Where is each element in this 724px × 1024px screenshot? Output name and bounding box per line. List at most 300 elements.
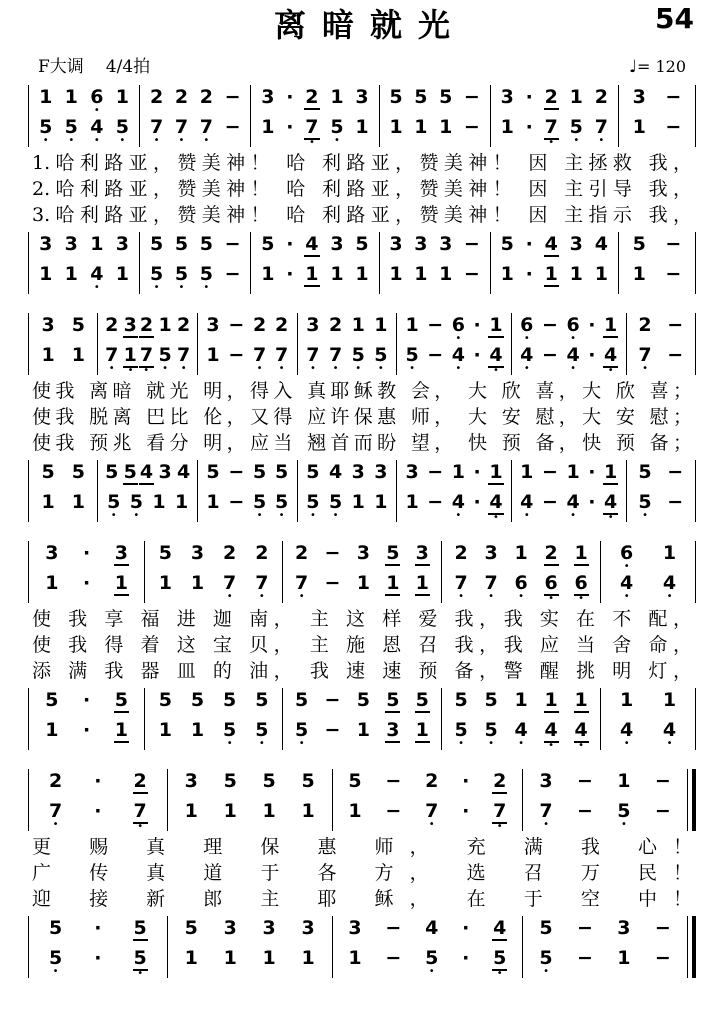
note-digit: 1 [544, 689, 558, 711]
notation-pair-lower [28, 688, 696, 750]
note-digit: 5 [149, 263, 164, 285]
note-digit: 3 [306, 314, 320, 336]
note-digit: 1 [45, 572, 59, 594]
tempo-marking [629, 57, 686, 77]
low-octave-dot: • [377, 363, 384, 374]
note-digits [373, 462, 388, 483]
note-digit: 3 [632, 86, 646, 108]
note [544, 690, 559, 720]
note-octave-dots [632, 108, 647, 115]
note-digits [48, 918, 63, 939]
note-digit: 3 [123, 314, 137, 336]
note-digit: − [228, 344, 245, 366]
note [388, 264, 403, 292]
note-octave-dots [184, 822, 199, 829]
note-digits [603, 315, 618, 338]
note-octave-dots [594, 255, 609, 262]
note-octave-dots [262, 939, 277, 946]
note-octave-dots [453, 591, 468, 602]
note-digits [133, 918, 148, 941]
note-digit: 5 [425, 947, 439, 969]
note [48, 948, 63, 976]
note-octave-dots [40, 366, 55, 373]
note [64, 264, 79, 292]
note-digits [415, 720, 430, 743]
note-octave-dots [199, 135, 214, 146]
note-octave-dots [538, 792, 553, 799]
note-digits [385, 690, 400, 713]
lyric-line: 添 满 我 器 皿 的 油， 我 速 速 预 备，警 醒 挑 明 灯， [32, 660, 692, 682]
voice-line-lower [33, 264, 135, 294]
note [666, 462, 684, 490]
note [260, 87, 275, 115]
note [519, 462, 534, 490]
note-digits [40, 345, 55, 366]
note [347, 918, 362, 946]
note [285, 87, 294, 115]
note-octave-dots [541, 336, 559, 343]
note [654, 801, 672, 829]
note-digits [44, 573, 59, 594]
note-octave-dots [461, 969, 470, 976]
note-digits [500, 234, 515, 255]
end-barline [695, 313, 696, 375]
note-digit: 5 [158, 344, 172, 366]
note [373, 492, 388, 520]
voice-line-upper [287, 690, 437, 720]
note [413, 264, 428, 292]
note-digit: 1 [405, 314, 419, 336]
note-octave-dots [224, 138, 242, 145]
note-digit: 5 [49, 947, 63, 969]
measure [618, 232, 695, 294]
note-digit: 1 [71, 344, 85, 366]
note-octave-dots [565, 333, 580, 344]
voice-line-upper [401, 315, 507, 345]
note-digits [174, 87, 189, 108]
note [82, 690, 91, 718]
note-digit: − [427, 344, 444, 366]
note-digit: 3 [569, 233, 583, 255]
voice-line-upper [172, 918, 328, 948]
note-digits [666, 345, 684, 366]
note-digits [199, 234, 214, 255]
note-octave-dots [664, 285, 682, 292]
note-digits [93, 771, 102, 792]
note-digits [587, 315, 596, 336]
note-octave-dots [254, 591, 269, 602]
note [205, 345, 220, 373]
note-digit: 2 [177, 314, 191, 336]
note-digit: 3 [617, 917, 631, 939]
low-octave-dot: • [570, 363, 577, 374]
note-octave-dots [329, 285, 344, 292]
lyric-line: 2.哈利路亚，赞美神！ 哈 利路亚，赞美神！ 因 主引导 我， [32, 178, 692, 200]
note [565, 492, 580, 520]
note-octave-dots [347, 939, 362, 946]
note [384, 771, 402, 799]
note-digit: 1 [301, 800, 315, 822]
note-digits [285, 264, 294, 285]
note-digits [115, 234, 130, 255]
note-octave-dots [274, 336, 289, 343]
note [541, 345, 559, 373]
note-octave-dots [574, 593, 589, 604]
note [415, 690, 430, 720]
note-octave-dots [40, 483, 55, 490]
low-octave-dot: • [570, 333, 577, 344]
note [262, 771, 277, 799]
note [89, 117, 104, 145]
note-digits [260, 87, 275, 108]
note-digits [385, 543, 400, 566]
note-digit: 2 [454, 542, 468, 564]
note-octave-dots [123, 365, 154, 376]
note-digits [184, 948, 199, 969]
note-digits [260, 117, 275, 138]
note [260, 234, 275, 262]
note-digit: 7 [49, 800, 63, 822]
note-digit: 1 [415, 719, 429, 741]
note-octave-dots [424, 819, 439, 830]
note-octave-dots [426, 336, 444, 343]
low-octave-dot: • [153, 135, 160, 146]
note [388, 117, 403, 145]
measure [28, 232, 139, 294]
note-digit: 1 [356, 719, 370, 741]
note-digits [252, 462, 267, 483]
note-digit: 5 [123, 461, 137, 483]
note [413, 234, 428, 262]
note [305, 492, 320, 520]
end-barline [695, 85, 696, 147]
note [328, 462, 343, 490]
note [424, 801, 439, 829]
note-octave-dots [190, 741, 205, 748]
note [662, 573, 677, 601]
note-octave-dots [157, 336, 172, 343]
note-digit: − [463, 86, 480, 108]
note-octave-dots [115, 285, 130, 292]
note-digit: 4 [566, 491, 580, 513]
note-octave-dots [199, 255, 214, 262]
note-digit: 1 [632, 116, 646, 138]
note [133, 948, 148, 978]
lyrics-block [32, 606, 692, 684]
note [538, 948, 553, 976]
note-digit: 1 [355, 263, 369, 285]
note [654, 771, 672, 799]
note-digit: 5 [174, 263, 189, 285]
note-octave-dots [461, 939, 470, 946]
note-digits [569, 87, 584, 108]
low-octave-dot: • [492, 365, 499, 376]
note-octave-dots [415, 743, 430, 750]
note-octave-dots [158, 594, 173, 601]
note [71, 315, 86, 343]
voice-line-lower [527, 948, 683, 978]
measure [511, 460, 626, 522]
note-octave-dots [38, 255, 53, 262]
low-octave-dot: • [666, 591, 673, 602]
note-digit: − [654, 800, 671, 822]
note [351, 492, 366, 520]
note-digits [664, 264, 682, 285]
meta-row [38, 52, 686, 77]
note-digits [463, 264, 481, 285]
note [93, 771, 102, 799]
note-digits [662, 543, 677, 564]
note [71, 345, 86, 373]
note [453, 573, 468, 601]
note-octave-dots [262, 792, 277, 799]
voice-line-upper [516, 315, 622, 345]
note-digits [347, 771, 362, 792]
note-octave-dots [151, 513, 166, 520]
note-octave-dots [424, 792, 439, 799]
note-digit: · [525, 263, 533, 285]
note [252, 462, 267, 490]
note-octave-dots [413, 108, 428, 115]
note-digits [473, 345, 482, 366]
note-digits [424, 918, 439, 939]
note [174, 87, 189, 115]
note-digits [300, 918, 315, 939]
note-octave-dots [565, 483, 580, 490]
note [93, 918, 102, 946]
note-digit: 5 [39, 116, 53, 138]
note-octave-dots [373, 513, 388, 520]
note [174, 492, 189, 520]
note [227, 492, 245, 520]
note [544, 573, 559, 603]
note-digits [40, 315, 55, 336]
note [305, 315, 320, 343]
voice-line-upper [33, 543, 140, 573]
note-digit: 1 [206, 344, 220, 366]
note [38, 234, 53, 262]
note-digits [404, 462, 419, 483]
note-octave-dots [149, 255, 164, 262]
voice-line-upper [144, 87, 246, 117]
note-octave-dots [174, 108, 189, 115]
note-digits [328, 315, 343, 336]
note-octave-dots [637, 363, 652, 374]
note-octave-dots [424, 966, 439, 977]
note [123, 315, 154, 345]
note-digit: 5 [184, 917, 198, 939]
note [176, 462, 191, 490]
hymn-number: 54 [655, 2, 694, 35]
note-digits [190, 720, 205, 741]
note [157, 315, 172, 343]
note-octave-dots [157, 483, 172, 490]
voice-line-lower [631, 492, 691, 522]
note-octave-dots [664, 138, 682, 145]
note-digits [541, 462, 559, 483]
note-digits [285, 234, 294, 255]
note-digits [329, 264, 344, 285]
note-octave-dots [260, 138, 275, 145]
note-octave-dots [176, 336, 191, 343]
voice-line-upper [102, 315, 193, 345]
note-digit: 1 [45, 719, 59, 741]
note-digit: − [541, 314, 558, 336]
note [38, 264, 53, 292]
note-digits [64, 87, 79, 108]
note-octave-dots [616, 819, 631, 830]
note-digits [483, 690, 498, 711]
note-digit: 1 [415, 572, 429, 594]
notation-pair-upper [28, 313, 696, 375]
note [89, 234, 104, 262]
note [632, 234, 647, 262]
note-digit: 1 [223, 947, 237, 969]
note [356, 573, 371, 601]
note [133, 801, 148, 831]
note-digit: 4 [662, 719, 677, 741]
note-digits [324, 543, 342, 564]
note-digit: 4 [177, 461, 191, 483]
voice-line-lower [255, 264, 374, 294]
note-digits [544, 690, 559, 713]
note [184, 801, 199, 829]
note-digits [71, 345, 86, 366]
note-digits [158, 720, 173, 741]
note-digits [223, 918, 238, 939]
lyric-line: 使 我 享 福 进 迦 南， 主 这 样 爱 我，我 实 在 不 配， [32, 608, 692, 630]
voice-line-lower [33, 117, 135, 147]
note-digit: 3 [115, 233, 129, 255]
low-octave-dot: • [548, 137, 555, 148]
note-digit: · [94, 947, 102, 969]
note-digit: − [385, 917, 402, 939]
note-digit: 1 [355, 116, 369, 138]
note-octave-dots [541, 366, 559, 373]
note-octave-dots [176, 363, 191, 374]
measure [167, 769, 332, 831]
note-digit: 3 [330, 233, 344, 255]
low-octave-dot: • [666, 738, 673, 749]
low-octave-dot: • [496, 821, 503, 832]
note-octave-dots [388, 285, 403, 292]
note-digits [305, 315, 320, 336]
note-digit: 7 [454, 572, 468, 594]
note-digits [222, 690, 237, 711]
notation-pair-upper [28, 541, 696, 603]
note-digits [44, 690, 59, 711]
low-octave-dot: • [518, 591, 525, 602]
note-digit: 7 [199, 116, 213, 138]
note-digits [492, 918, 507, 941]
measure [28, 85, 139, 147]
page-title: 离暗就光 [273, 6, 466, 44]
note-octave-dots [616, 969, 631, 976]
note-digit: − [427, 491, 444, 513]
measure [600, 541, 695, 603]
note-digits [82, 720, 91, 741]
note [424, 918, 439, 946]
note-octave-dots [488, 512, 503, 523]
note-digit: 1 [514, 542, 528, 564]
note-digits [463, 234, 481, 255]
note [500, 234, 515, 262]
note-digit: 1 [604, 461, 618, 483]
note-digits [488, 462, 503, 485]
note-octave-dots [106, 510, 121, 521]
note-digit: 2 [544, 542, 558, 564]
note-digits [525, 87, 534, 108]
note [48, 801, 63, 829]
note-octave-dots [174, 282, 189, 293]
note-digit: 1 [184, 947, 198, 969]
note-octave-dots [184, 939, 199, 946]
note-digit: 4 [594, 233, 608, 255]
note-octave-dots [662, 738, 677, 749]
note [415, 573, 430, 603]
note [329, 87, 344, 115]
note-digit: 7 [295, 572, 309, 594]
note-octave-dots [538, 819, 553, 830]
note-octave-dots [565, 510, 580, 521]
note [174, 117, 189, 145]
low-octave-dot: • [523, 363, 530, 374]
measure [511, 313, 626, 375]
note [285, 234, 294, 262]
note-digits [262, 801, 277, 822]
note-digits [82, 690, 91, 711]
note-digit: − [667, 314, 684, 336]
key-signature: F大调 [38, 57, 84, 77]
note-digits [300, 801, 315, 822]
note-octave-dots [438, 108, 453, 115]
note [104, 462, 119, 490]
note-octave-dots [666, 366, 684, 373]
note-digit: 1 [374, 491, 388, 513]
note-digits [328, 462, 343, 483]
note-digits [285, 117, 294, 138]
note-octave-dots [294, 738, 309, 749]
note-octave-dots [385, 743, 400, 750]
low-octave-dot: • [607, 365, 614, 376]
note-digit: 1 [604, 314, 618, 336]
note-digit: 1 [64, 263, 78, 285]
note-digits [356, 543, 371, 564]
note-digit: 2 [493, 770, 507, 792]
note-digit: − [324, 689, 341, 711]
note-digits [104, 462, 119, 483]
note-octave-dots [525, 285, 534, 292]
note-digit: 2 [223, 542, 237, 564]
note [190, 543, 205, 571]
note-digits [385, 720, 400, 743]
note-digit: 1 [39, 86, 53, 108]
note [373, 315, 388, 343]
note-octave-dots [373, 483, 388, 490]
note-octave-dots [324, 741, 342, 748]
voice-line-lower [144, 264, 246, 294]
note [82, 720, 91, 748]
note-digit: 5 [386, 542, 400, 564]
note-octave-dots [227, 336, 245, 343]
note-octave-dots [413, 285, 428, 292]
note-digits [492, 771, 507, 794]
low-octave-dot: • [548, 593, 555, 604]
note [463, 234, 481, 262]
note-digit: 4 [90, 116, 104, 138]
low-octave-dot: • [137, 821, 144, 832]
voice-line-upper [33, 918, 163, 948]
